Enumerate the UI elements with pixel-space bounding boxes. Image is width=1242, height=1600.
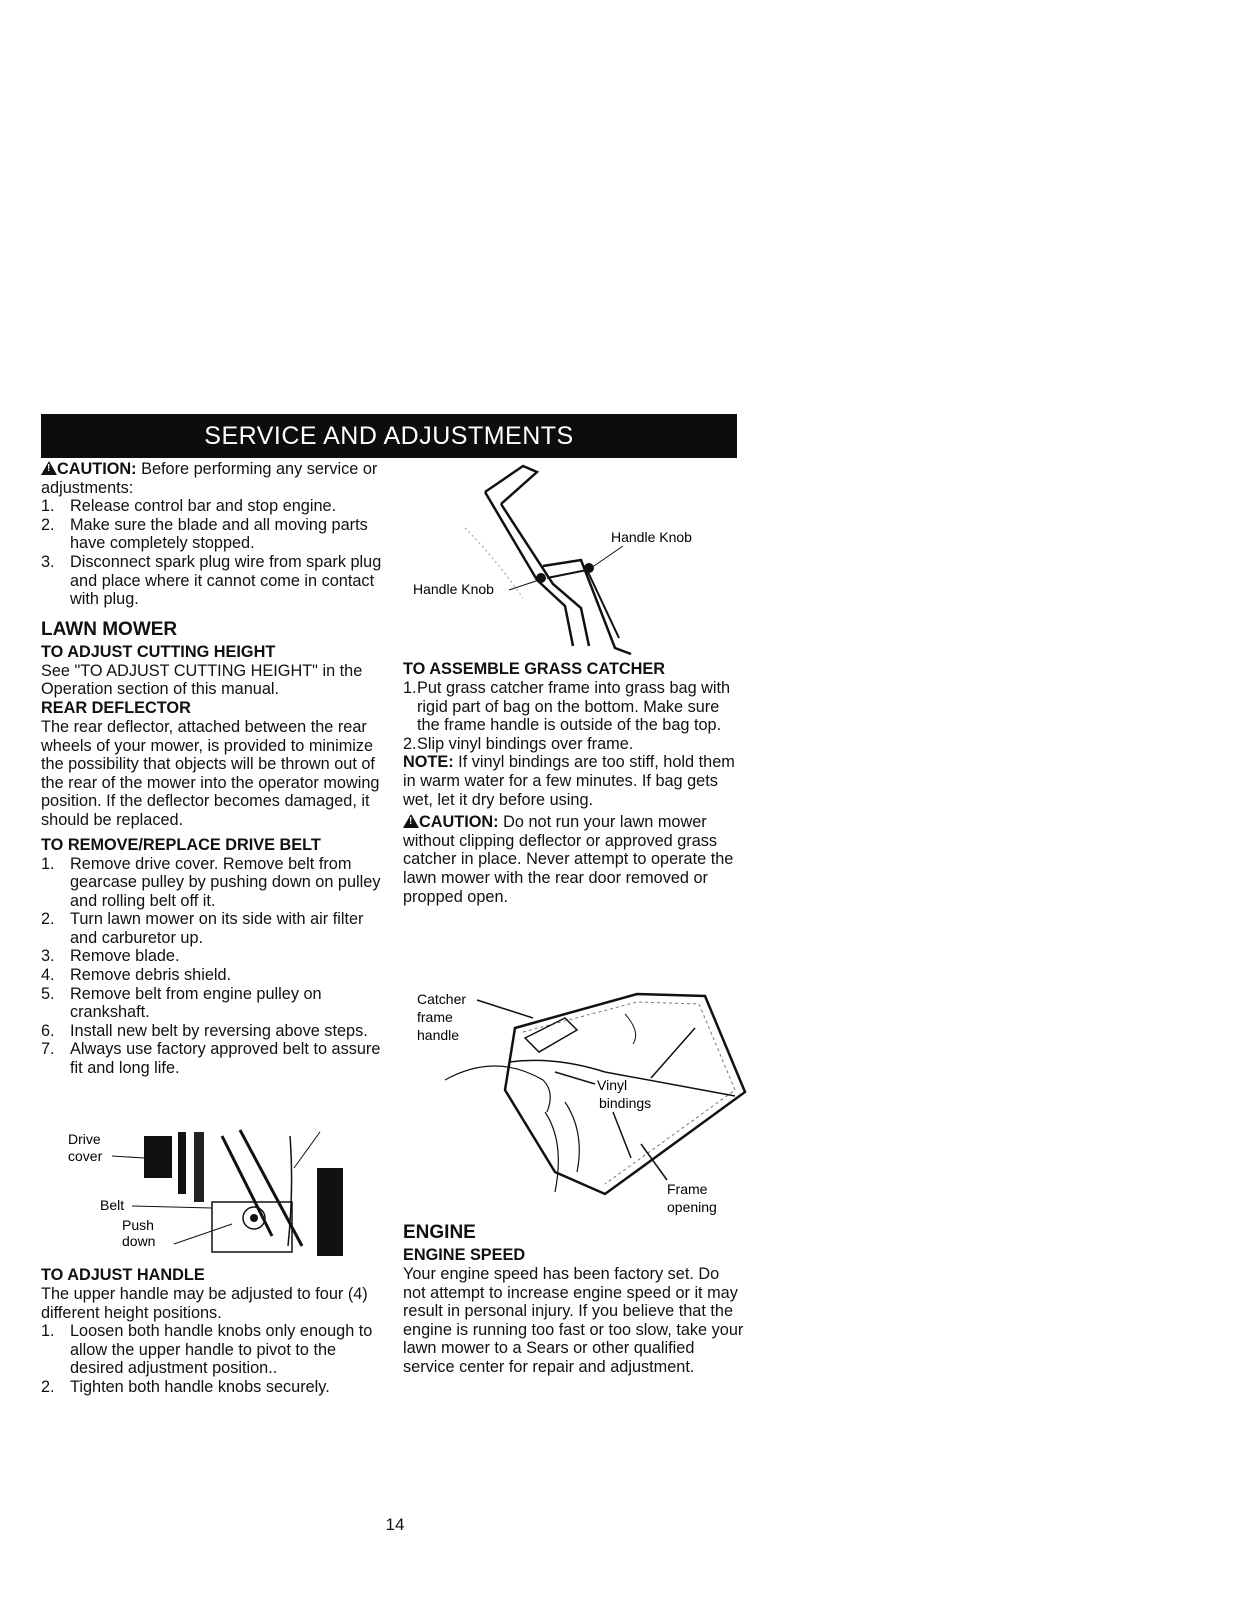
leader-line [613, 1112, 631, 1158]
step-number: 4. [41, 966, 55, 985]
grass-catcher-steps [403, 679, 745, 753]
step-number: 1. [41, 497, 55, 516]
handle-left-rail [485, 492, 573, 646]
step-number: 2. [41, 515, 55, 534]
list-item [403, 679, 745, 735]
note-text: If vinyl bindings are too stiff, hold them in warm water for a few minutes. If bag gets wet, let it dry before using. [403, 753, 735, 809]
step-text: Disconnect spark plug wire from spark plug and place where it cannot come in contact with plug. [70, 552, 382, 609]
caution-text: Do not run your lawn mower without clipping deflector or approved grass catcher in place. Never attempt to operate the lawn mower with the rear door removed or propped open. [403, 813, 734, 906]
list-item [41, 910, 383, 947]
step-text: Remove belt from engine pulley on crankshaft. [70, 984, 322, 1022]
bracket-shape [178, 1132, 186, 1194]
label-catcher-2: frame [417, 1009, 453, 1025]
caution-label: CAUTION: [57, 460, 137, 478]
step-number: 2. [403, 734, 417, 753]
label-handle-knob-left: Handle Knob [413, 581, 494, 597]
section-title-banner [41, 414, 737, 458]
leader-line [641, 1144, 667, 1180]
step-number: 1. [41, 854, 55, 873]
label-frame-2: opening [667, 1199, 717, 1215]
label-drive-cover-1: Drive [68, 1131, 101, 1147]
rear-deflector-text: The rear deflector, attached between the rear wheels of your mower, is provided to minimize the possibility that objects will be thrown out of the rear of the mower into the operator mowing position. If the deflector becomes damaged, it should be replaced. [41, 717, 380, 829]
handle-knob-right-icon [584, 563, 594, 573]
leader-line [174, 1224, 232, 1244]
list-item [41, 947, 383, 966]
bag-fold [625, 1014, 636, 1044]
label-vinyl-1: Vinyl [597, 1077, 628, 1093]
step-number: 2. [41, 910, 55, 929]
grass-catcher-figure [405, 972, 750, 1220]
caution-label: CAUTION: [419, 813, 499, 832]
label-push-down-2: down [122, 1233, 156, 1249]
adjust-handle-steps [41, 1322, 383, 1396]
label-belt: Belt [100, 1197, 125, 1213]
note-label: NOTE: [403, 753, 454, 772]
step-number: 6. [41, 1021, 55, 1040]
list-item [41, 1322, 383, 1378]
list-item [41, 1378, 383, 1397]
leader-line [477, 1000, 533, 1018]
left-column [41, 460, 383, 1078]
list-item [41, 497, 383, 516]
label-drive-cover-2: cover [68, 1148, 103, 1164]
hand-shape [445, 1066, 550, 1112]
step-number: 1. [41, 1322, 55, 1341]
step-text: Remove debris shield. [70, 966, 232, 985]
page-number: 14 [385, 1515, 405, 1534]
warning-triangle-icon [403, 814, 419, 828]
leader-line [132, 1206, 212, 1208]
adjust-handle-text: The upper handle may be adjusted to four (4) different height positions. [41, 1285, 368, 1322]
engine-speed-heading: ENGINE SPEED [403, 1246, 526, 1264]
cutting-height-text: See "TO ADJUST CUTTING HEIGHT" in the Operation section of this manual. [41, 661, 363, 699]
grass-catcher-heading: TO ASSEMBLE GRASS CATCHER [403, 660, 666, 678]
step-text: Put grass catcher frame into grass bag with rigid part of bag on the bottom. Make sure the frame handle is outside of the bag top. [417, 679, 731, 735]
engine-speed-text: Your engine speed has been factory set. Do not attempt to increase engine speed or it may result in personal injury. If you believe that the engine is running too fast or too slow, take your lawn mower to a Sears or other qualified service center for repair and adjustment. [403, 1265, 744, 1376]
step-text: Turn lawn mower on its side with air filter and carburetor up. [70, 910, 364, 947]
cable-line [288, 1136, 292, 1246]
step-number: 3. [41, 947, 55, 966]
catcher-frame-outline [505, 994, 745, 1194]
step-text: Tighten both handle knobs securely. [70, 1377, 330, 1396]
caution-intro [41, 460, 383, 497]
label-handle-knob-right: Handle Knob [611, 529, 692, 545]
handle-diagram [405, 458, 735, 663]
step-text: Install new belt by reversing above steps. [70, 1021, 368, 1040]
handle-knob-left-icon [536, 573, 546, 583]
label-vinyl-2: bindings [599, 1095, 652, 1111]
leader-line [112, 1156, 144, 1158]
wheel-shape [317, 1168, 343, 1256]
step-text: Remove drive cover. Remove belt from gearcase pulley by pushing down on pulley and rolling belt off it. [70, 854, 381, 910]
list-item [41, 985, 383, 1022]
drive-belt-figure [62, 1128, 362, 1263]
warning-triangle-icon [41, 461, 57, 475]
drive-belt-steps [41, 855, 383, 1078]
list-item [403, 735, 745, 754]
drive-belt-diagram [62, 1128, 362, 1263]
note-paragraph [403, 753, 745, 809]
engine-section [403, 1222, 745, 1377]
caution-text: Before performing any service or adjustments: [41, 460, 378, 497]
caution-steps [41, 497, 383, 609]
list-item [41, 855, 383, 911]
bracket-shape [194, 1132, 204, 1202]
section-title: SERVICE AND ADJUSTMENTS [204, 422, 574, 450]
list-item [41, 966, 383, 985]
step-number: 1. [403, 679, 417, 697]
handle-figure [405, 458, 735, 663]
rear-deflector-heading: REAR DEFLECTOR [41, 698, 191, 717]
step-text: Loosen both handle knobs only enough to allow the upper handle to pivot to the desired adjustment position.. [70, 1322, 373, 1378]
list-item [41, 553, 383, 609]
step-number: 7. [41, 1040, 55, 1059]
hand-shape [545, 1102, 579, 1192]
handle-top-bar [485, 466, 537, 504]
step-text: Release control bar and stop engine. [70, 497, 337, 516]
list-item [41, 516, 383, 553]
step-number: 5. [41, 984, 55, 1003]
step-number: 2. [41, 1377, 55, 1396]
right-column [403, 660, 745, 906]
pulley-hub [250, 1214, 258, 1222]
label-frame-1: Frame [667, 1181, 708, 1197]
label-catcher-3: handle [417, 1027, 460, 1043]
step-text: Make sure the blade and all moving parts have completely stopped. [70, 515, 368, 553]
caution-paragraph [403, 813, 745, 906]
label-push-down-1: Push [122, 1217, 154, 1233]
lawn-mower-heading: LAWN MOWER [41, 618, 178, 640]
grass-catcher-diagram [405, 972, 750, 1220]
drive-cover-shape [144, 1136, 172, 1178]
leader-line [651, 1028, 695, 1078]
step-text: Remove blade. [70, 947, 180, 966]
engine-heading: ENGINE [403, 1222, 476, 1243]
list-item [41, 1040, 383, 1077]
catcher-bag-outline [523, 1002, 735, 1184]
list-item [41, 1022, 383, 1041]
adjust-handle-section [41, 1266, 383, 1397]
step-text: Slip vinyl bindings over frame. [417, 734, 634, 753]
cable-line [294, 1132, 320, 1168]
step-number: 3. [41, 552, 55, 571]
leader-line [555, 1072, 595, 1084]
step-text: Always use factory approved belt to assure fit and long life. [70, 1040, 381, 1078]
label-catcher-1: Catcher [417, 991, 467, 1007]
adjust-handle-heading: TO ADJUST HANDLE [41, 1266, 205, 1284]
drive-belt-heading: TO REMOVE/REPLACE DRIVE BELT [41, 835, 321, 854]
cutting-height-heading: TO ADJUST CUTTING HEIGHT [41, 642, 276, 661]
leader-line [591, 546, 623, 568]
